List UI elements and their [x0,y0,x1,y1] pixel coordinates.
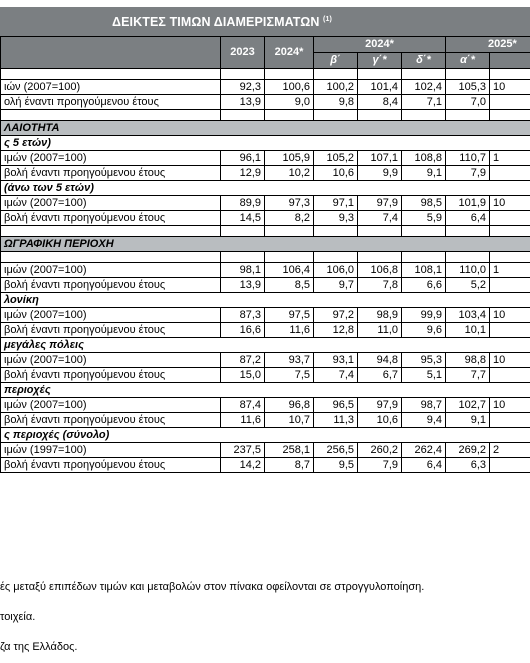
table-cell: 10 [490,308,530,323]
table-cell: 105,2 [314,151,358,166]
table-row [1,323,530,338]
table-cell: 7,9 [446,166,490,181]
row-label: βολή έναντι προηγούμενου έτους [1,166,221,181]
table-cell: 9,6 [402,323,446,338]
table-cell: 8,7 [265,458,314,473]
table-cell [221,252,265,263]
section-header-age [1,121,530,136]
subsection-urban-total [1,428,530,443]
table-cell: 96,5 [314,398,358,413]
table-cell: 93,1 [314,353,358,368]
subsection-other-areas [1,383,530,398]
table-cell: 269,2 [446,443,490,458]
table-row [1,353,530,368]
table-cell [314,226,358,237]
table-cell: 96,1 [221,151,265,166]
table-cell [265,69,314,80]
table-cell: 9,7 [314,278,358,293]
spacer-row [1,252,530,263]
table-cell: 9,9 [358,166,402,181]
table-cell [490,252,530,263]
subsection-new [1,136,530,151]
table-cell: 7,8 [358,278,402,293]
table-title-bar [0,7,530,36]
row-label: βολή έναντι προηγούμενου έτους [1,278,221,293]
spacer-row [1,110,530,121]
table-cell [490,458,530,473]
table-cell: 9,5 [314,458,358,473]
table-cell: 10 [490,80,530,95]
table-cell [265,110,314,121]
table-cell: 5,1 [402,368,446,383]
subsection-thessaloniki [1,293,530,308]
section-header-geo [1,237,530,252]
table-cell: 105,3 [446,80,490,95]
table-cell: 6,4 [402,458,446,473]
table-cell: 14,2 [221,458,265,473]
table-cell: 260,2 [358,443,402,458]
table-row [1,413,530,428]
table-cell: 97,9 [358,196,402,211]
table-cell: 262,4 [402,443,446,458]
table-title: ΔΕΙΚΤΕΣ ΤΙΜΩΝ ΔΙΑΜΕΡΙΣΜΑΤΩΝ $^{(1)}$ [112,14,332,29]
table-cell: 11,3 [314,413,358,428]
table-cell [358,226,402,237]
row-label: ιμών (2007=100) [1,308,221,323]
table-cell: (άνω των 5 ετών) [1,181,530,196]
table-cell [358,69,402,80]
table-cell [221,110,265,121]
table-cell: 95,3 [402,353,446,368]
table-cell: 97,3 [265,196,314,211]
table-cell: 16,6 [221,323,265,338]
table-cell: μεγάλες πόλεις [1,338,530,353]
table-cell: 100,2 [314,80,358,95]
title-footnote-mark: (1) [323,15,332,23]
table-cell: 7,9 [358,458,402,473]
table-cell [490,278,530,293]
table-cell: 7,1 [402,95,446,110]
row-label: ιμών (1997=100) [1,443,221,458]
table-cell: 93,7 [265,353,314,368]
table-cell: 97,1 [314,196,358,211]
table-cell [358,252,402,263]
row-label: ιμών (2007=100) [1,353,221,368]
table-cell: 9,4 [402,413,446,428]
table-cell: 13,9 [221,95,265,110]
row-label: ιών (2007=100) [1,80,221,95]
table-cell: ΩΓΡΑΦΙΚΗ ΠΕΡΙΟΧΗ [1,237,530,252]
table-cell: 8,4 [358,95,402,110]
table-row [1,263,530,278]
table-cell [490,110,530,121]
row-label: ολή έναντι προηγούμενου έτους [1,95,221,110]
table-row [1,368,530,383]
table-row [1,278,530,293]
table-cell: 94,8 [358,353,402,368]
table-cell [1,69,221,80]
table-cell: 14,5 [221,211,265,226]
table-cell: 7,0 [446,95,490,110]
header-row-years [1,37,530,53]
table-cell [265,252,314,263]
table-cell [446,226,490,237]
table-cell: 5,9 [402,211,446,226]
table-row [1,166,530,181]
table-cell: 9,3 [314,211,358,226]
row-label: ιμών (2007=100) [1,151,221,166]
table-cell: 5,2 [446,278,490,293]
row-label: βολή έναντι προηγούμενου έτους [1,211,221,226]
table-cell: 98,7 [402,398,446,413]
table-cell: 98,9 [358,308,402,323]
table-cell: 107,1 [358,151,402,166]
table-row [1,196,530,211]
table-cell: 10,6 [314,166,358,181]
table-row [1,308,530,323]
table-cell: 6,3 [446,458,490,473]
subsection-big-cities [1,338,530,353]
table-cell: 6,6 [402,278,446,293]
table-cell: 10,7 [265,413,314,428]
table-cell: 87,3 [221,308,265,323]
table-cell: 10,1 [446,323,490,338]
table-cell: 1 [490,151,530,166]
table-cell: 8,2 [265,211,314,226]
table-cell: 10,2 [265,166,314,181]
table-cell [490,95,530,110]
table-cell: 92,3 [221,80,265,95]
table-cell: 101,4 [358,80,402,95]
table-cell: 1 [490,263,530,278]
price-index-table [0,36,530,473]
table-cell: 98,5 [402,196,446,211]
col-group-2024: 2024* [314,37,446,53]
table-row [1,211,530,226]
table-cell: ς περιοχές (σύνολο) [1,428,530,443]
table-cell [1,110,221,121]
table-cell: 9,1 [402,166,446,181]
table-cell: 102,7 [446,398,490,413]
table-cell [446,110,490,121]
table-cell: 96,8 [265,398,314,413]
table-cell: 99,9 [402,308,446,323]
table-cell [490,368,530,383]
table-cell: 98,8 [446,353,490,368]
row-label: βολή έναντι προηγούμενου έτους [1,323,221,338]
table-cell: 10 [490,353,530,368]
col-header-q2-2024: β΄ [314,53,358,69]
table-cell [490,413,530,428]
table-cell: 15,0 [221,368,265,383]
table-row [1,80,530,95]
table-cell: 11,6 [265,323,314,338]
table-cell: 106,0 [314,263,358,278]
table-cell: 258,1 [265,443,314,458]
table-cell: 11,0 [358,323,402,338]
col-header-q3-2024: γ΄* [358,53,402,69]
table-cell: 105,9 [265,151,314,166]
table-cell: 87,4 [221,398,265,413]
table-cell: 6,4 [446,211,490,226]
table-cell: 87,2 [221,353,265,368]
table-cell: 12,8 [314,323,358,338]
table-cell: 106,4 [265,263,314,278]
row-label: βολή έναντι προηγούμενου έτους [1,458,221,473]
table-cell [265,226,314,237]
table-row [1,95,530,110]
table-cell: ΛΑΙΟΤΗΤΑ [1,121,530,136]
table-cell [358,110,402,121]
table-cell: ς 5 ετών) [1,136,530,151]
table-cell: 97,9 [358,398,402,413]
row-label: ιμών (2007=100) [1,196,221,211]
table-cell [1,252,221,263]
table-cell [221,226,265,237]
table-cell: 97,5 [265,308,314,323]
header-label-cell [1,37,221,69]
table-cell [490,323,530,338]
table-cell: λονίκη [1,293,530,308]
table-cell [1,226,221,237]
table-cell: 2 [490,443,530,458]
table-cell [446,69,490,80]
col-group-2025: 2025* [446,37,530,53]
col-header-2023: 2023 [221,37,265,69]
table-cell: 237,5 [221,443,265,458]
table-cell: 102,4 [402,80,446,95]
table-cell [221,69,265,80]
table-cell: 7,4 [358,211,402,226]
table-cell: 10 [490,398,530,413]
table-row [1,151,530,166]
table-cell: 6,7 [358,368,402,383]
table-cell [490,226,530,237]
table-cell: 100,6 [265,80,314,95]
table-cell: 7,7 [446,368,490,383]
table-cell [446,252,490,263]
col-header-2024: 2024* [265,37,314,69]
table-cell: 108,8 [402,151,446,166]
table-cell [314,69,358,80]
table-cell: 101,9 [446,196,490,211]
table-cell: 12,9 [221,166,265,181]
table-cell [314,110,358,121]
subsection-old [1,181,530,196]
col-header-q1-2025: α΄* [446,53,490,69]
spacer-row [1,69,530,80]
table-cell: 103,4 [446,308,490,323]
table-cell: 7,4 [314,368,358,383]
table-cell [402,110,446,121]
table-cell: 97,2 [314,308,358,323]
table-cell [402,252,446,263]
table-cell: 110,0 [446,263,490,278]
col-header-q2-2025 [490,53,530,69]
table-cell: περιοχές [1,383,530,398]
table-cell: 9,8 [314,95,358,110]
table-cell [490,211,530,226]
spacer-row [1,226,530,237]
table-cell: 10,6 [358,413,402,428]
table-cell [490,166,530,181]
footnote-source: ζα της Ελλάδος. [0,641,78,653]
table-cell: 110,7 [446,151,490,166]
table-row [1,443,530,458]
footnote-provisional: τοιχεία. [0,611,36,623]
footnote-rounding: ές μεταξύ επιπέδων τιμών και μεταβολών στον πίνακα οφείλονται σε στρογγυλοποίηση. [0,581,425,593]
table-cell: 89,9 [221,196,265,211]
table-cell: 11,6 [221,413,265,428]
table-cell: 9,1 [446,413,490,428]
table-cell [402,226,446,237]
table-cell: 106,8 [358,263,402,278]
table-row [1,398,530,413]
table-cell [490,69,530,80]
table-cell: 8,5 [265,278,314,293]
table-cell: 256,5 [314,443,358,458]
table-cell: 10 [490,196,530,211]
row-label: βολή έναντι προηγούμενου έτους [1,413,221,428]
table-cell [314,252,358,263]
table-cell [402,69,446,80]
col-header-q4-2024: δ΄* [402,53,446,69]
table-cell: 7,5 [265,368,314,383]
row-label: ιμών (2007=100) [1,398,221,413]
table-cell: 9,0 [265,95,314,110]
row-label: βολή έναντι προηγούμενου έτους [1,368,221,383]
table-cell: 13,9 [221,278,265,293]
row-label: ιμών (2007=100) [1,263,221,278]
table-cell: 98,1 [221,263,265,278]
table-cell: 108,1 [402,263,446,278]
table-row [1,458,530,473]
